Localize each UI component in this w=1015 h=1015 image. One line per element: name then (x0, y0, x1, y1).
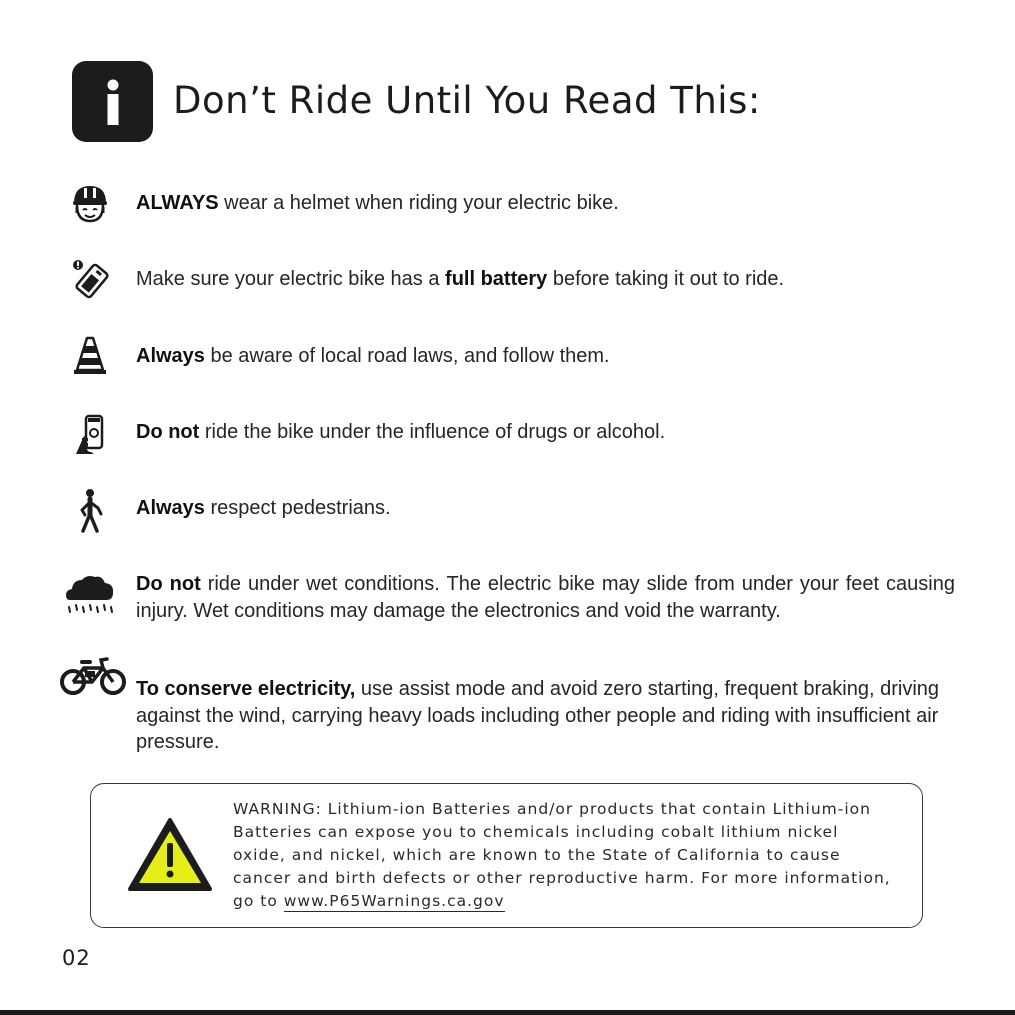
rule-battery-text: before taking it out to ride. (547, 268, 785, 290)
rule-battery (136, 266, 936, 293)
p65-warnings-link[interactable]: www.P65Warnings.ca.gov (283, 892, 505, 910)
rule-conserve-electricity-bold: To conserve electricity, (136, 678, 356, 700)
phone-battery-icon (72, 259, 110, 299)
page-title: Don’t Ride Until You Read This: (173, 79, 761, 122)
rule-drugs-alcohol-text: ride the bike under the influence of drugs or alcohol. (199, 421, 666, 443)
info-icon (72, 61, 153, 142)
rule-battery-pre: Make sure your electric bike has a (136, 268, 446, 290)
warning-body: WARNING: Lithium-ion Batteries and/or products that contain Lithium-ion Batteries can expose you to chemicals including cobalt lithium nickel oxide, and nickel, which are known to the State of California to cause cancer and birth defects or other reproductive harm. For more information, go to (233, 800, 891, 910)
rule-road-laws (136, 343, 916, 370)
rule-helmet (136, 190, 916, 217)
helmet-face-icon (70, 183, 110, 225)
rule-helmet-bold: ALWAYS (136, 192, 219, 214)
rule-pedestrians-text: respect pedestrians. (204, 497, 391, 519)
rule-pedestrians (136, 495, 916, 522)
rule-conserve-electricity-text: use assist mode and avoid zero starting, frequent braking, driving against the wind, carrying heavy loads including other people and riding with insufficient air pressure. (136, 678, 940, 753)
rule-wet-conditions-bold: Do not (136, 573, 201, 595)
warning-triangle-icon (127, 817, 213, 893)
rule-helmet-text: wear a helmet when riding your electric bike. (218, 192, 619, 214)
pedestrian-icon (76, 488, 106, 534)
warning-text (233, 798, 893, 913)
drink-in-hand-icon (74, 414, 108, 456)
rule-pedestrians-bold: Always (136, 497, 205, 519)
rule-road-laws-bold: Always (136, 345, 205, 367)
bottom-divider (0, 1010, 1015, 1015)
rule-road-laws-text: be aware of local road laws, and follow them. (204, 345, 610, 367)
rule-drugs-alcohol (136, 419, 916, 446)
rule-battery-bold: full battery (445, 268, 548, 290)
rain-cloud-icon (64, 572, 116, 616)
electric-bike-icon (58, 656, 128, 696)
rule-drugs-alcohol-bold: Do not (136, 421, 200, 443)
rule-wet-conditions-text: ride under wet conditions. The electric bike may slide from under your feet causing injury. Wet conditions may damage the electronics and void the warranty. (136, 573, 955, 622)
traffic-cone-icon (72, 336, 108, 376)
rule-conserve-electricity (136, 676, 986, 756)
rule-wet-conditions (136, 571, 955, 624)
page-number: 02 (62, 946, 91, 970)
